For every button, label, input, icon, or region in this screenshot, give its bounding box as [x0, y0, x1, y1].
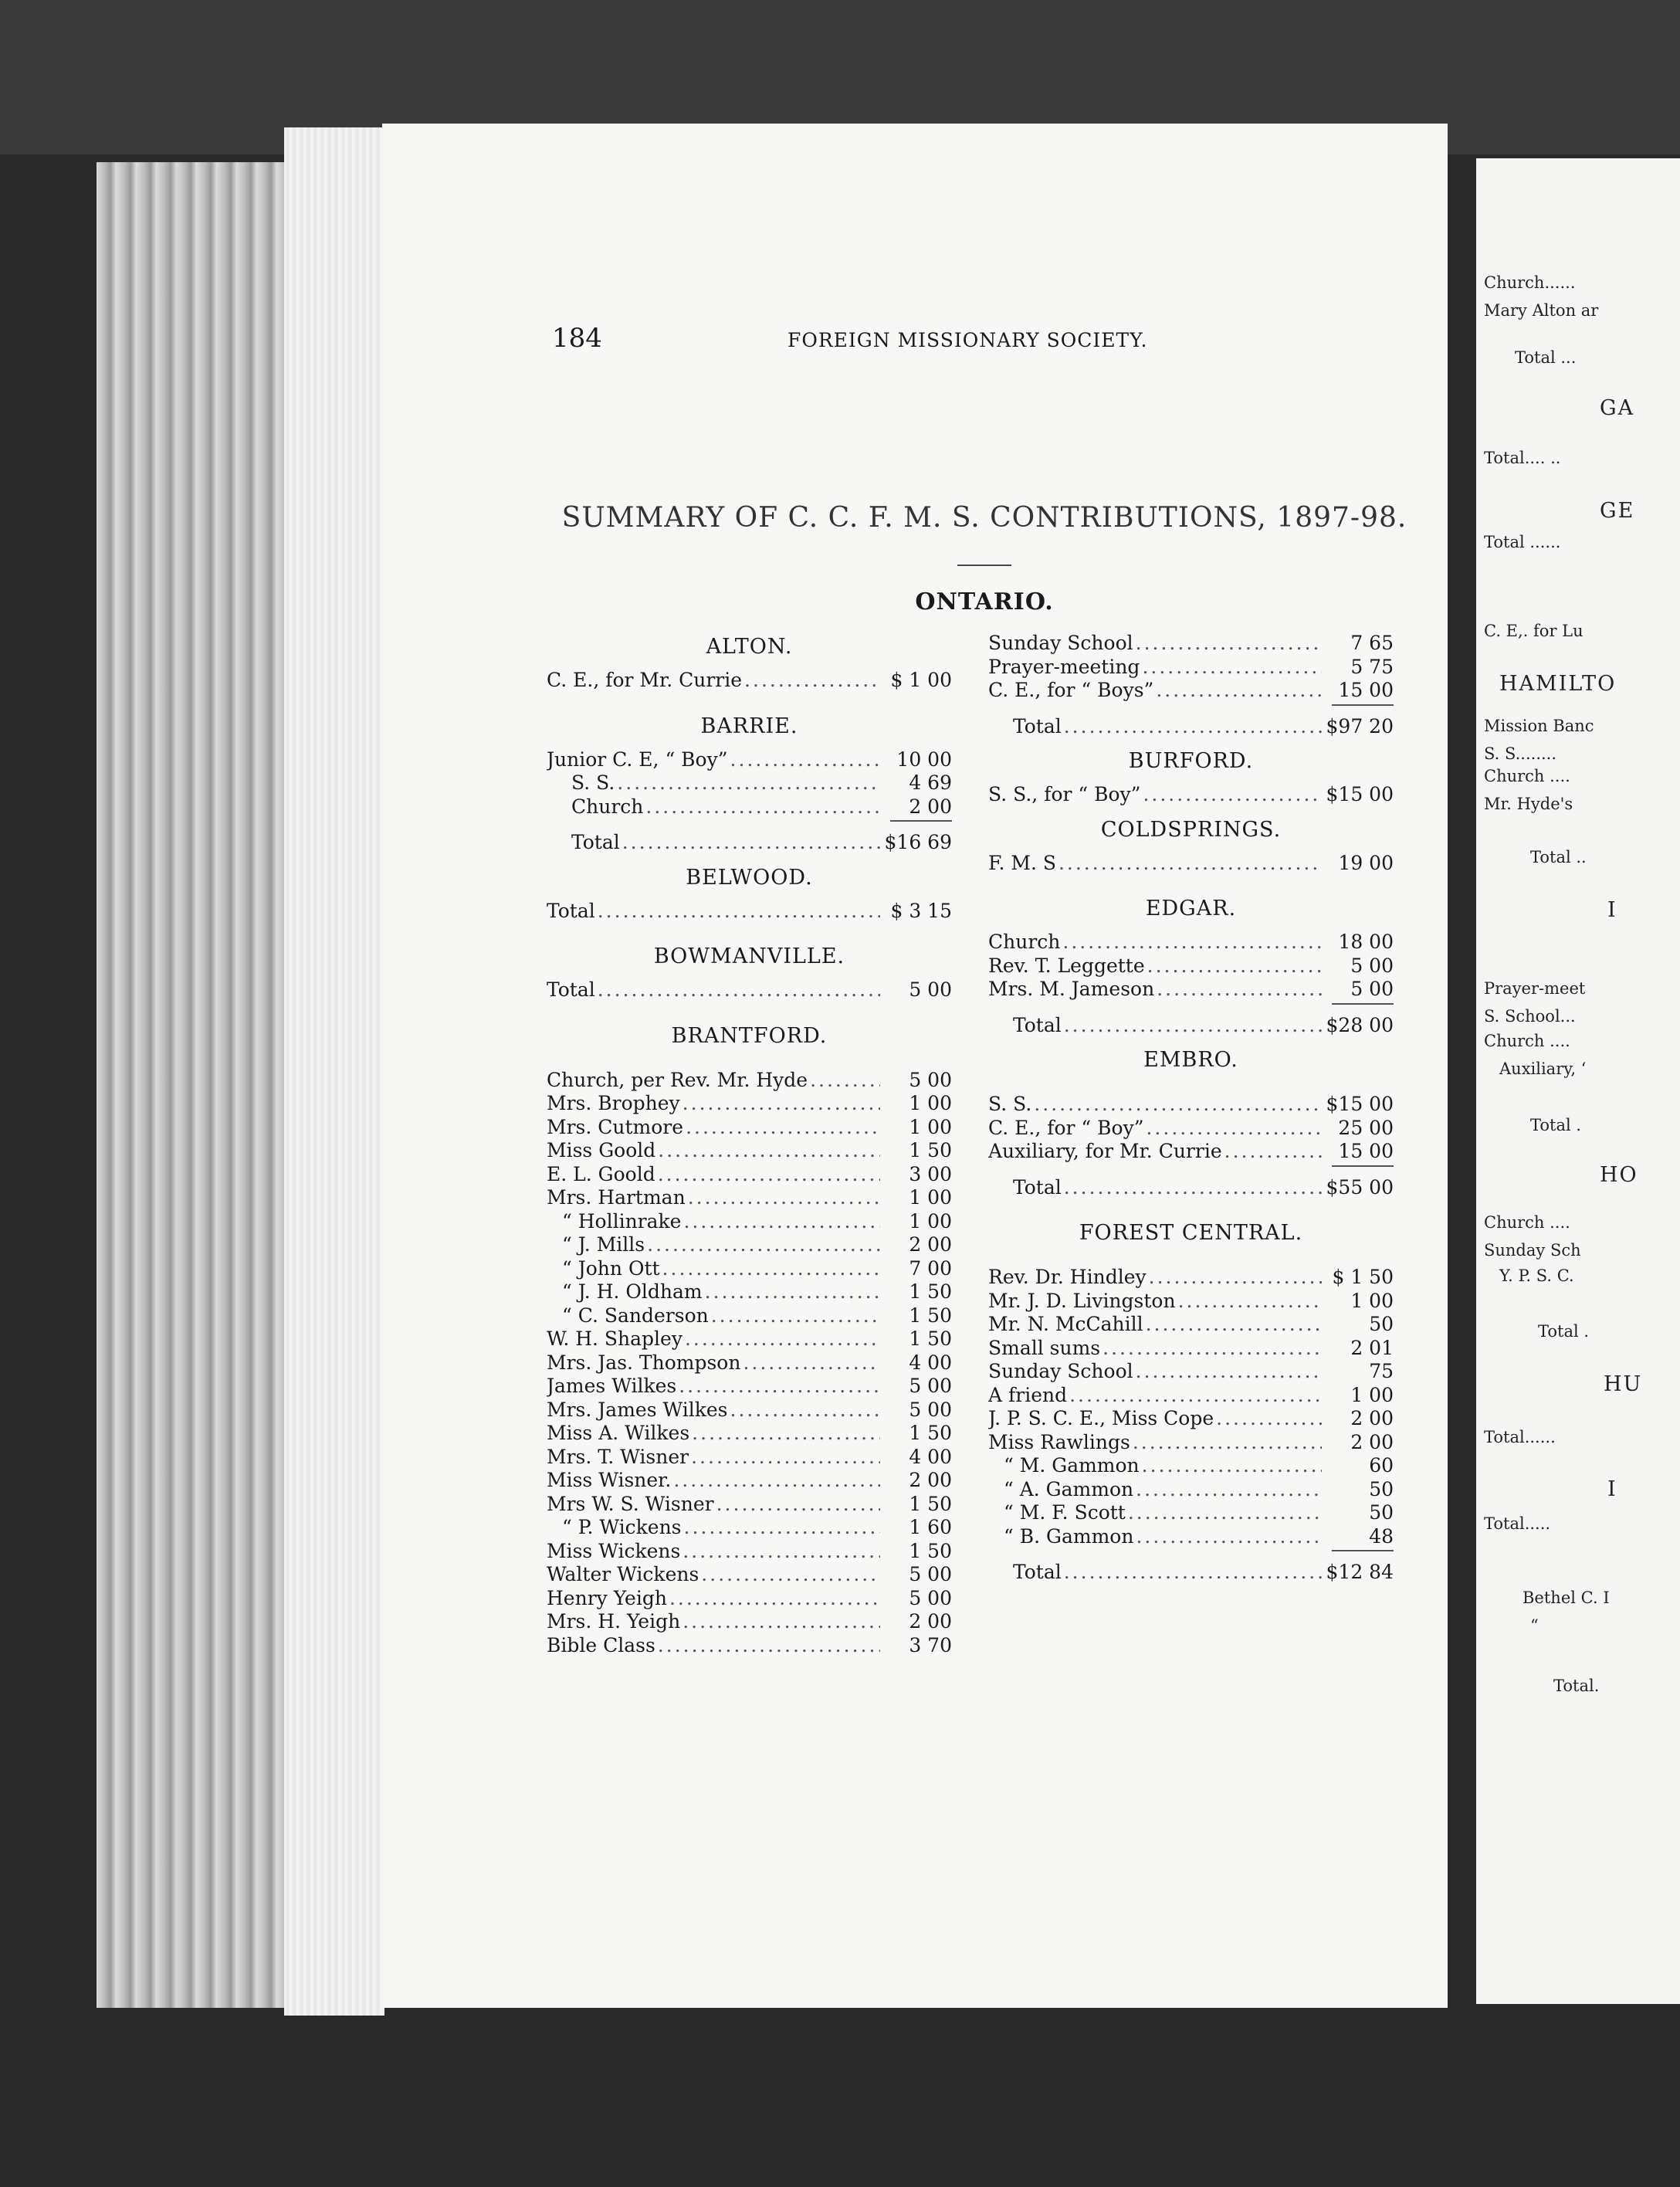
facing-page-line: HO [1600, 1163, 1638, 1188]
list-item: Church ..... 2 00 [547, 795, 952, 819]
total-row: Total ..... $28 00 [988, 1014, 1394, 1038]
province-heading: ONTARIO. [915, 588, 1054, 615]
section-heading-forest-central: FOREST CENTRAL. [1079, 1221, 1303, 1245]
list-item: Miss Wickens ..... 1 50 [547, 1540, 952, 1564]
list-item: Miss Goold ..... 1 50 [547, 1139, 952, 1163]
total-row: Total ..... $97 20 [988, 715, 1394, 739]
facing-page-line: HAMILTO [1499, 672, 1617, 697]
list-item: Henry Yeigh ..... 5 00 [547, 1587, 952, 1611]
total-row: Total ..... $16 69 [547, 831, 952, 855]
facing-page-line: Mr. Hyde's [1484, 795, 1573, 814]
page-number: 184 [552, 323, 602, 354]
facing-page-line: Sunday Sch [1484, 1241, 1581, 1260]
list-item: Mrs. James Wilkes ..... 5 00 [547, 1399, 952, 1422]
section-heading-brantford: BRANTFORD. [671, 1023, 828, 1048]
list-item: Church, per Rev. Mr. Hyde ..... 5 00 [547, 1069, 952, 1093]
list-item: Junior C. E, “ Boy” ..... 10 00 [547, 748, 952, 772]
facing-page-line: Auxiliary, ‘ [1499, 1060, 1587, 1079]
list-item: Mrs. M. Jameson ..... 5 00 [988, 978, 1394, 1002]
list-item: Mr. N. McCahill ..... 50 [988, 1313, 1394, 1337]
facing-page-line: Church .... [1484, 767, 1570, 786]
list-item: Auxiliary, for Mr. Currie ..... 15 00 [988, 1140, 1394, 1164]
list-item: Miss Rawlings ..... 2 00 [988, 1431, 1394, 1455]
total-row: Total ..... 5 00 [547, 978, 952, 1002]
facing-page-line: Y. P. S. C. [1499, 1266, 1574, 1285]
list-item: Mrs. Jas. Thompson ..... 4 00 [547, 1351, 952, 1375]
right-column [988, 632, 1394, 1585]
list-item: W. H. Shapley ..... 1 50 [547, 1327, 952, 1351]
list-item: Mrs. Hartman ..... 1 00 [547, 1186, 952, 1210]
facing-page-line: Prayer-meet [1484, 978, 1586, 998]
total-rule [890, 820, 952, 822]
total-rule [1332, 1003, 1394, 1005]
list-item: “ Hollinrake ..... 1 00 [547, 1210, 952, 1234]
facing-page-line: Church .... [1484, 1032, 1570, 1051]
list-item: Mrs. Cutmore ..... 1 00 [547, 1116, 952, 1140]
list-item: S. S., for “ Boy” ..... $15 00 [988, 783, 1394, 807]
list-item: C. E., for “ Boy” ..... 25 00 [988, 1117, 1394, 1141]
facing-page-line: GE [1600, 499, 1635, 524]
list-item: Mrs. T. Wisner ..... 4 00 [547, 1446, 952, 1470]
list-item: S. S. ..... $15 00 [988, 1093, 1394, 1117]
forest-central-list [988, 1266, 1394, 1548]
facing-page-line: Total.... .. [1484, 449, 1561, 468]
list-item: “ John Ott ..... 7 00 [547, 1257, 952, 1281]
list-item: Mrs. H. Yeigh ..... 2 00 [547, 1610, 952, 1634]
list-item: “ J. Mills ..... 2 00 [547, 1233, 952, 1257]
facing-page-line: I [1607, 1477, 1617, 1501]
facing-page-line: Total..... [1484, 1514, 1551, 1534]
facing-page-line: Mission Banc [1484, 717, 1594, 736]
title-rule [957, 565, 1011, 566]
list-item: Miss A. Wilkes ..... 1 50 [547, 1422, 952, 1446]
facing-page-line: Total. [1553, 1676, 1600, 1695]
page-title: SUMMARY OF C. C. F. M. S. CONTRIBUTIONS, 1897-98. [561, 502, 1407, 534]
list-item: Mrs. Brophey ..... 1 00 [547, 1092, 952, 1116]
facing-page-line: Church .... [1484, 1213, 1570, 1233]
book-spine-edge [97, 162, 290, 2008]
facing-page-line: Mary Alton ar [1484, 300, 1599, 320]
facing-page-line: Bethel C. I [1522, 1588, 1610, 1607]
facing-page-line: Total .. [1530, 847, 1587, 866]
list-item: “ A. Gammon ..... 50 [988, 1478, 1394, 1502]
facing-page-line: S. S........ [1484, 744, 1557, 764]
total-rule [1332, 704, 1394, 706]
list-item: James Wilkes ..... 5 00 [547, 1375, 952, 1399]
facing-page-line: Total . [1530, 1115, 1582, 1134]
list-item: Miss Wisner. ..... 2 00 [547, 1469, 952, 1493]
facing-page-line: “ [1530, 1616, 1539, 1636]
total-rule [1332, 1165, 1394, 1167]
section-heading-edgar: EDGAR. [1145, 897, 1237, 921]
list-item: Mrs W. S. Wisner ..... 1 50 [547, 1493, 952, 1517]
facing-page-line: C. E,. for Lu [1484, 622, 1583, 641]
list-item: C. E., for “ Boys” ..... 15 00 [988, 679, 1394, 703]
list-item: “ P. Wickens ..... 1 60 [547, 1516, 952, 1540]
list-item: “ C. Sanderson ..... 1 50 [547, 1304, 952, 1328]
list-item: C. E., for Mr. Currie ..... $ 1 00 [547, 669, 952, 693]
list-item: “ J. H. Oldham ..... 1 50 [547, 1280, 952, 1304]
total-row: Total ..... $ 3 15 [547, 900, 952, 924]
section-heading-belwood: BELWOOD. [686, 865, 813, 890]
total-rule [1332, 1550, 1394, 1551]
facing-page-line: I [1607, 897, 1617, 922]
section-heading-bowmanville: BOWMANVILLE. [653, 944, 845, 968]
list-item: “ B. Gammon ..... 48 [988, 1525, 1394, 1549]
section-heading-embro: EMBRO. [1143, 1048, 1238, 1072]
list-item: Mr. J. D. Livingston ..... 1 00 [988, 1290, 1394, 1314]
list-item: Prayer-meeting ..... 5 75 [988, 656, 1394, 680]
facing-page [1476, 158, 1680, 2004]
facing-page-line: GA [1600, 395, 1635, 420]
section-heading-barrie: BARRIE. [700, 714, 798, 738]
list-item: Rev. Dr. Hindley ..... $ 1 50 [988, 1266, 1394, 1290]
facing-page-line: Total ...... [1484, 532, 1561, 551]
list-item: S. S. ..... 4 69 [547, 771, 952, 795]
list-item: Walter Wickens ..... 5 00 [547, 1563, 952, 1587]
list-item: F. M. S ..... 19 00 [988, 852, 1394, 876]
facing-page-line: Church...... [1484, 273, 1576, 292]
list-item: Rev. T. Leggette ..... 5 00 [988, 954, 1394, 978]
list-item: J. P. S. C. E., Miss Cope ..... 2 00 [988, 1407, 1394, 1431]
page-stack-edge [284, 127, 384, 2016]
list-item: E. L. Goold ..... 3 00 [547, 1163, 952, 1187]
list-item: A friend ..... 1 00 [988, 1384, 1394, 1408]
list-item: “ M. F. Scott ..... 50 [988, 1501, 1394, 1525]
facing-page-line: Total . [1538, 1322, 1590, 1341]
left-column [547, 624, 952, 1657]
facing-page-line: S. School... [1484, 1006, 1576, 1026]
running-title: FOREIGN MISSIONARY SOCIETY. [788, 329, 1148, 351]
brantford-list [547, 1069, 952, 1658]
total-row: Total ..... $55 00 [988, 1176, 1394, 1200]
facing-page-line: Total ... [1515, 348, 1577, 368]
list-item: Sunday School ..... 7 65 [988, 632, 1394, 656]
running-head [552, 323, 1417, 361]
section-heading-burford: BURFORD. [1128, 749, 1254, 773]
facing-page-line: HU [1604, 1372, 1643, 1397]
section-heading-coldsprings: COLDSPRINGS. [1100, 817, 1282, 842]
section-heading-alton: ALTON. [706, 635, 793, 659]
list-item: Small sums ..... 2 01 [988, 1337, 1394, 1361]
total-row: Total ..... $12 84 [988, 1561, 1394, 1585]
facing-page-line: Total...... [1484, 1428, 1556, 1447]
list-item: Church ..... 18 00 [988, 931, 1394, 954]
list-item: “ M. Gammon ..... 60 [988, 1454, 1394, 1478]
list-item: Sunday School ..... 75 [988, 1360, 1394, 1384]
list-item: Bible Class ..... 3 70 [547, 1634, 952, 1658]
